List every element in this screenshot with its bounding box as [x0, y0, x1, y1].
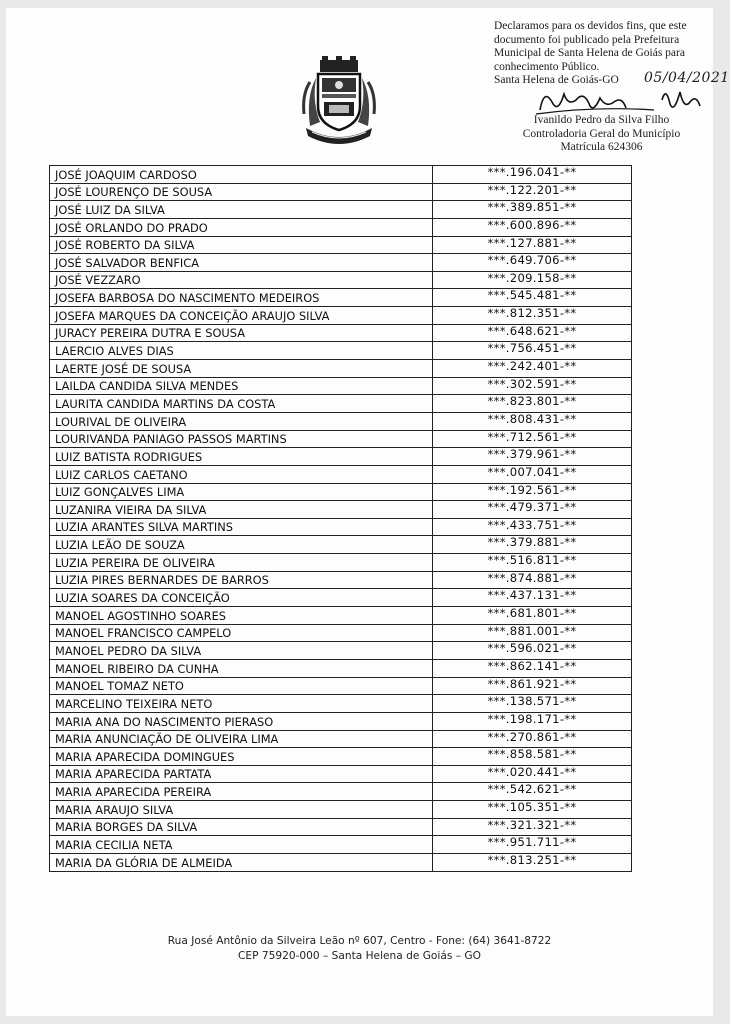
cpf-cell: ***.545.481-**	[433, 289, 632, 307]
person-name-cell: LUIZ GONÇALVES LIMA	[50, 483, 433, 501]
cpf-cell: ***.600.896-**	[433, 218, 632, 236]
person-name-cell: MANOEL TOMAZ NETO	[50, 677, 433, 695]
person-name-cell: MARIA APARECIDA PEREIRA	[50, 783, 433, 801]
table-row	[50, 483, 632, 501]
table-row	[50, 677, 632, 695]
coat-of-arms-seal	[298, 56, 380, 144]
table-row	[50, 395, 632, 413]
cpf-cell: ***.389.851-**	[433, 201, 632, 219]
person-name-cell: MARIA BORGES DA SILVA	[50, 818, 433, 836]
table-row	[50, 730, 632, 748]
person-name-cell: LUZIA PEREIRA DE OLIVEIRA	[50, 554, 433, 572]
cpf-cell: ***.242.401-**	[433, 360, 632, 378]
table-row	[50, 801, 632, 819]
table-row	[50, 218, 632, 236]
cpf-cell: ***.379.881-**	[433, 536, 632, 554]
table-row	[50, 607, 632, 625]
cpf-cell: ***.542.621-**	[433, 783, 632, 801]
person-name-cell: MANOEL FRANCISCO CAMPELO	[50, 624, 433, 642]
person-name-cell: MARIA APARECIDA PARTATA	[50, 765, 433, 783]
cpf-cell: ***.862.141-**	[433, 659, 632, 677]
person-name-cell: JOSÉ LOURENÇO DE SOUSA	[50, 183, 433, 201]
cpf-cell: ***.648.621-**	[433, 324, 632, 342]
cpf-cell: ***.823.801-**	[433, 395, 632, 413]
cpf-cell: ***.874.881-**	[433, 571, 632, 589]
person-name-cell: LUIZ CARLOS CAETANO	[50, 465, 433, 483]
cpf-cell: ***.198.171-**	[433, 712, 632, 730]
table-row	[50, 783, 632, 801]
person-name-cell: LUZIA SOARES DA CONCEIÇÃO	[50, 589, 433, 607]
person-name-cell: LUZIA ARANTES SILVA MARTINS	[50, 518, 433, 536]
table-row	[50, 536, 632, 554]
person-name-cell: MARCELINO TEIXEIRA NETO	[50, 695, 433, 713]
cpf-cell: ***.105.351-**	[433, 801, 632, 819]
table-row	[50, 518, 632, 536]
table-row	[50, 853, 632, 871]
publication-stamp	[494, 20, 730, 153]
stamp-line: documento foi publicado pela Prefeitura	[494, 33, 680, 46]
cpf-cell: ***.379.961-**	[433, 448, 632, 466]
cpf-cell: ***.858.581-**	[433, 748, 632, 766]
table-row	[50, 324, 632, 342]
cpf-cell: ***.302.591-**	[433, 377, 632, 395]
table-row	[50, 642, 632, 660]
person-name-cell: JOSEFA BARBOSA DO NASCIMENTO MEDEIROS	[50, 289, 433, 307]
person-name-cell: MANOEL PEDRO DA SILVA	[50, 642, 433, 660]
cpf-cell: ***.681.801-**	[433, 607, 632, 625]
signer-role: Controladoria Geral do Município	[522, 127, 681, 140]
table-row	[50, 659, 632, 677]
person-name-cell: JOSÉ JOAQUIM CARDOSO	[50, 166, 433, 184]
person-name-cell: MARIA DA GLÓRIA DE ALMEIDA	[50, 853, 433, 871]
person-name-cell: LAILDA CANDIDA SILVA MENDES	[50, 377, 433, 395]
table-row	[50, 183, 632, 201]
cpf-cell: ***.122.201-**	[433, 183, 632, 201]
cpf-cell: ***.813.251-**	[433, 853, 632, 871]
cpf-cell: ***.127.881-**	[433, 236, 632, 254]
person-name-cell: LOURIVANDA PANIAGO PASSOS MARTINS	[50, 430, 433, 448]
person-name-cell: MARIA ARAUJO SILVA	[50, 801, 433, 819]
table-row	[50, 307, 632, 325]
table-row	[50, 448, 632, 466]
table-row	[50, 712, 632, 730]
table-row	[50, 201, 632, 219]
person-name-cell: LUZIA PIRES BERNARDES DE BARROS	[50, 571, 433, 589]
person-name-cell: LUZANIRA VIEIRA DA SILVA	[50, 501, 433, 519]
cpf-cell: ***.808.431-**	[433, 412, 632, 430]
person-name-cell: JURACY PEREIRA DUTRA E SOUSA	[50, 324, 433, 342]
person-name-cell: MARIA ANA DO NASCIMENTO PIERASO	[50, 712, 433, 730]
person-name-cell: LAERCIO ALVES DIAS	[50, 342, 433, 360]
person-name-cell: JOSÉ ORLANDO DO PRADO	[50, 218, 433, 236]
person-name-cell: MARIA CECILIA NETA	[50, 836, 433, 854]
person-name-cell: MANOEL RIBEIRO DA CUNHA	[50, 659, 433, 677]
table-row	[50, 624, 632, 642]
cpf-cell: ***.756.451-**	[433, 342, 632, 360]
stamp-line: conhecimento Público.	[494, 60, 600, 73]
person-name-cell: JOSÉ SALVADOR BENFICA	[50, 254, 433, 272]
table-row	[50, 695, 632, 713]
cpf-cell: ***.951.711-**	[433, 836, 632, 854]
cpf-cell: ***.649.706-**	[433, 254, 632, 272]
signer-registration: Matrícula 624306	[560, 141, 643, 153]
table-row	[50, 765, 632, 783]
cpf-cell: ***.861.921-**	[433, 677, 632, 695]
beneficiary-table	[49, 165, 632, 872]
cpf-cell: ***.712.561-**	[433, 430, 632, 448]
cpf-cell: ***.437.131-**	[433, 589, 632, 607]
person-name-cell: LAERTE JOSÉ DE SOUSA	[50, 360, 433, 378]
person-name-cell: MARIA ANUNCIAÇÃO DE OLIVEIRA LIMA	[50, 730, 433, 748]
cpf-cell: ***.596.021-**	[433, 642, 632, 660]
stamp-line: Santa Helena de Goiás-GO	[494, 74, 619, 86]
cpf-cell: ***.270.861-**	[433, 730, 632, 748]
footer-address: Rua José Antônio da Silveira Leão nº 607, Centro - Fone: (64) 3641-8722	[167, 935, 552, 947]
table-row	[50, 501, 632, 519]
person-name-cell: LOURIVAL DE OLIVEIRA	[50, 412, 433, 430]
person-name-cell: MARIA APARECIDA DOMINGUES	[50, 748, 433, 766]
table-row	[50, 430, 632, 448]
person-name-cell: LAURITA CANDIDA MARTINS DA COSTA	[50, 395, 433, 413]
table-row	[50, 377, 632, 395]
table-row	[50, 360, 632, 378]
person-name-cell: JOSÉ ROBERTO DA SILVA	[50, 236, 433, 254]
cpf-cell: ***.516.811-**	[433, 554, 632, 572]
footer	[0, 934, 719, 964]
person-name-cell: JOSÉ LUIZ DA SILVA	[50, 201, 433, 219]
cpf-cell: ***.020.441-**	[433, 765, 632, 783]
table-row	[50, 342, 632, 360]
table-row	[50, 589, 632, 607]
cpf-cell: ***.138.571-**	[433, 695, 632, 713]
table-row	[50, 465, 632, 483]
table-row	[50, 271, 632, 289]
stamp-line: Municipal de Santa Helena de Goiás para	[494, 47, 685, 59]
stamp-line: Declaramos para os devidos fins, que este	[494, 20, 687, 32]
table-row	[50, 254, 632, 272]
cpf-cell: ***.196.041-**	[433, 166, 632, 184]
person-name-cell: MANOEL AGOSTINHO SOARES	[50, 607, 433, 625]
signer-name: Ivanildo Pedro da Silva Filho	[533, 114, 670, 126]
cpf-cell: ***.007.041-**	[433, 465, 632, 483]
person-name-cell: JOSEFA MARQUES DA CONCEIÇÃO ARAUJO SILVA	[50, 307, 433, 325]
table-row	[50, 166, 632, 184]
cpf-cell: ***.433.751-**	[433, 518, 632, 536]
table-row	[50, 748, 632, 766]
cpf-cell: ***.209.158-**	[433, 271, 632, 289]
cpf-cell: ***.881.001-**	[433, 624, 632, 642]
table-row	[50, 836, 632, 854]
table-row	[50, 571, 632, 589]
person-name-cell: LUIZ BATISTA RODRIGUES	[50, 448, 433, 466]
cpf-cell: ***.321.321-**	[433, 818, 632, 836]
person-name-cell: LUZIA LEÃO DE SOUZA	[50, 536, 433, 554]
table-row	[50, 818, 632, 836]
footer-city: CEP 75920-000 – Santa Helena de Goiás – GO	[238, 950, 481, 962]
table-row	[50, 412, 632, 430]
person-name-cell: JOSÉ VEZZARO	[50, 271, 433, 289]
table-row	[50, 236, 632, 254]
table-row	[50, 554, 632, 572]
stamp-date: 05/04/2021	[644, 70, 730, 86]
signer-block	[514, 114, 689, 155]
table-row	[50, 289, 632, 307]
cpf-cell: ***.479.371-**	[433, 501, 632, 519]
cpf-cell: ***.192.561-**	[433, 483, 632, 501]
cpf-cell: ***.812.351-**	[433, 307, 632, 325]
